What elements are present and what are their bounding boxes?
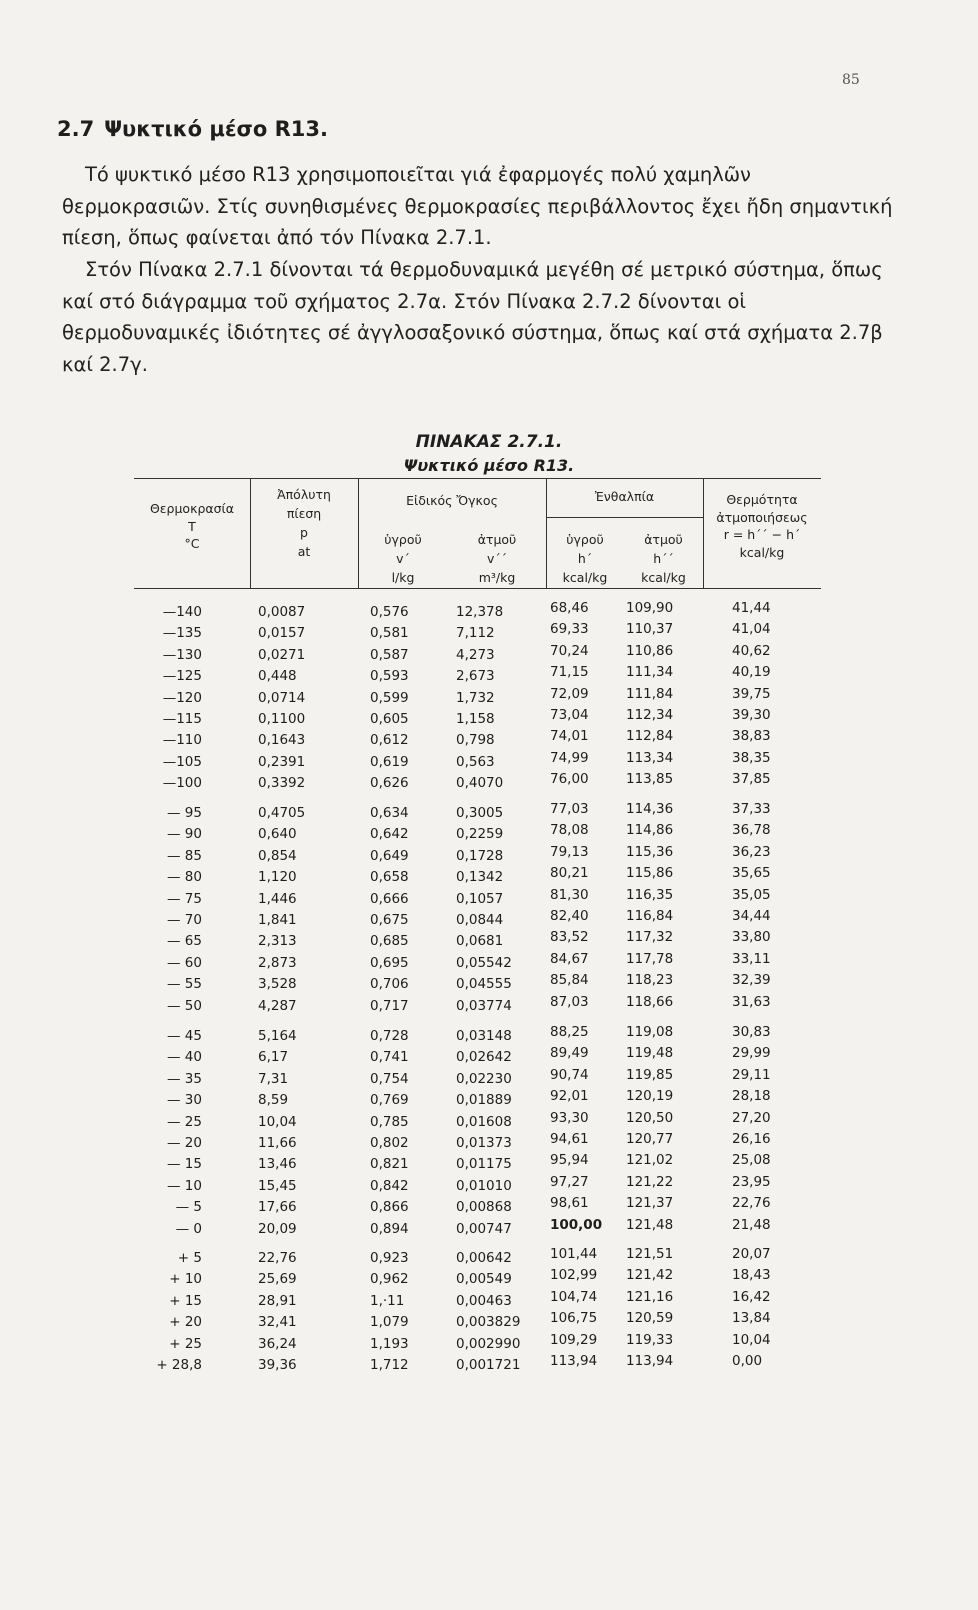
vapor-volume-cell: 0,01175	[456, 1156, 512, 1173]
vapor-volume-cell: 0,00642	[456, 1250, 512, 1266]
liquid-enthalpy-cell: 80,21	[550, 865, 589, 882]
vapor-volume-cell: 0,002990	[456, 1335, 521, 1352]
vapor-volume-cell: 0,00868	[456, 1199, 512, 1216]
liquid-volume-cell: 0,842	[370, 1177, 409, 1194]
liquid-volume-cell: 0,634	[370, 805, 409, 821]
vapor-enthalpy-cell: 116,84	[626, 908, 674, 924]
vapor-enthalpy-cell: 121,37	[626, 1195, 674, 1212]
latent-heat-cell: 31,63	[732, 993, 771, 1010]
latent-heat-cell: 37,33	[732, 801, 771, 817]
liquid-enthalpy-cell: 89,49	[550, 1045, 589, 1062]
latent-heat-cell: 33,11	[732, 950, 771, 967]
liquid-enthalpy-cell: 93,30	[550, 1109, 589, 1126]
latent-heat-cell: 16,42	[732, 1288, 771, 1305]
vapor-enthalpy-cell: 121,48	[626, 1216, 674, 1233]
temperature-cell: + 10	[169, 1271, 202, 1288]
pressure-cell: 6,17	[258, 1049, 289, 1066]
latent-heat-cell: 23,95	[732, 1173, 771, 1190]
temperature-cell: + 20	[169, 1314, 202, 1331]
latent-heat-cell: 27,20	[732, 1109, 771, 1126]
pressure-cell: 39,36	[258, 1357, 297, 1373]
liquid-volume-cell: 0,649	[370, 847, 409, 864]
liquid-volume-cell: 0,658	[370, 869, 409, 886]
pressure-cell: 0,1643	[258, 732, 306, 749]
liquid-enthalpy-cell: 88,25	[550, 1024, 589, 1040]
temperature-cell: — 40	[167, 1049, 202, 1066]
vapor-volume-cell: 0,001721	[456, 1357, 521, 1373]
pressure-cell: 20,09	[258, 1220, 297, 1237]
vapor-volume-cell: 0,1057	[456, 890, 504, 907]
temperature-cell: — 70	[167, 912, 202, 928]
temperature-cell: — 65	[167, 933, 202, 950]
temperature-cell: — 30	[167, 1092, 202, 1109]
vapor-volume-cell: 0,3005	[456, 805, 504, 821]
pressure-cell: 36,24	[258, 1335, 297, 1352]
temperature-cell: —105	[162, 753, 202, 770]
pressure-cell: 1,120	[258, 869, 297, 886]
liquid-enthalpy-cell: 71,15	[550, 664, 589, 681]
vapor-enthalpy-cell: 119,48	[626, 1045, 674, 1062]
liquid-volume-cell: 0,605	[370, 711, 409, 727]
vapor-volume-cell: 0,4070	[456, 775, 504, 792]
latent-heat-cell: 26,16	[732, 1131, 771, 1147]
temperature-cell: + 25	[169, 1335, 202, 1352]
pressure-cell: 1,446	[258, 890, 297, 907]
pressure-cell: 22,76	[258, 1250, 297, 1266]
pressure-cell: 17,66	[258, 1199, 297, 1216]
latent-heat-cell: 37,85	[732, 771, 771, 788]
liquid-enthalpy-cell: 76,00	[550, 771, 589, 788]
latent-heat-cell: 20,07	[732, 1246, 771, 1262]
vapor-enthalpy-cell: 113,34	[626, 749, 674, 766]
latent-heat-cell: 30,83	[732, 1024, 771, 1040]
liquid-enthalpy-cell: 109,29	[550, 1331, 598, 1348]
vapor-volume-cell: 0,563	[456, 753, 495, 770]
liquid-volume-cell: 1,712	[370, 1357, 409, 1373]
liquid-enthalpy-cell: 72,09	[550, 685, 589, 702]
temperature-cell: + 28,8	[156, 1357, 202, 1373]
vapor-volume-cell: 0,04555	[456, 976, 512, 993]
pressure-cell: 2,313	[258, 933, 297, 950]
temperature-cell: —110	[162, 732, 202, 749]
temperature-cell: — 90	[167, 826, 202, 843]
liquid-volume-cell: 0,642	[370, 826, 409, 843]
section-number: 2.7	[57, 117, 95, 141]
liquid-enthalpy-cell: 90,74	[550, 1066, 589, 1083]
latent-heat-cell: 35,05	[732, 886, 771, 903]
header-pressure: Ἀπόλυτη πίεση p at	[277, 487, 331, 559]
vapor-enthalpy-cell: 111,84	[626, 685, 674, 702]
pressure-cell: 0,1100	[258, 711, 306, 727]
temperature-cell: —100	[162, 775, 202, 792]
pressure-cell: 0,854	[258, 847, 297, 864]
liquid-enthalpy-cell: 100,00	[550, 1216, 603, 1233]
vapor-enthalpy-cell: 121,51	[626, 1246, 674, 1262]
liquid-enthalpy-cell: 82,40	[550, 908, 589, 924]
liquid-volume-cell: 0,717	[370, 997, 409, 1014]
liquid-enthalpy-cell: 101,44	[550, 1246, 598, 1262]
page-number: 85	[842, 72, 860, 88]
section-heading	[57, 117, 328, 141]
liquid-enthalpy-cell: 69,33	[550, 621, 589, 638]
latent-heat-cell: 22,76	[732, 1195, 771, 1212]
vapor-enthalpy-cell: 115,86	[626, 865, 674, 882]
liquid-enthalpy-cell: 85,84	[550, 972, 589, 989]
header-enthalpy-vapor: ἀτμοῦ h΄΄ kcal/kg	[641, 532, 686, 585]
liquid-volume-cell: 0,894	[370, 1220, 409, 1237]
temperature-cell: + 5	[177, 1250, 202, 1266]
table-header-bottom	[134, 588, 821, 589]
vapor-volume-cell: 0,003829	[456, 1314, 521, 1331]
temperature-cell: — 95	[167, 805, 202, 821]
vapor-enthalpy-cell: 111,34	[626, 664, 674, 681]
temperature-cell: — 55	[167, 976, 202, 993]
vapor-volume-cell: 4,273	[456, 646, 495, 663]
pressure-cell: 8,59	[258, 1092, 289, 1109]
pressure-cell: 0,2391	[258, 753, 306, 770]
liquid-volume-cell: 0,675	[370, 912, 409, 928]
liquid-volume-cell: 0,576	[370, 604, 409, 620]
vapor-enthalpy-cell: 120,77	[626, 1131, 674, 1147]
vapor-enthalpy-cell: 120,19	[626, 1088, 674, 1105]
latent-heat-cell: 40,19	[732, 664, 771, 681]
liquid-volume-cell: 0,685	[370, 933, 409, 950]
liquid-enthalpy-cell: 106,75	[550, 1310, 598, 1327]
liquid-volume-cell: 0,626	[370, 775, 409, 792]
liquid-enthalpy-cell: 113,94	[550, 1353, 598, 1369]
liquid-enthalpy-cell: 98,61	[550, 1195, 589, 1212]
latent-heat-cell: 32,39	[732, 972, 771, 989]
temperature-cell: — 45	[167, 1028, 202, 1044]
vapor-enthalpy-cell: 116,35	[626, 886, 674, 903]
paragraph-2: Στόν Πίνακα 2.7.1 δίνονται τά θερμοδυναμικά μεγέθη σέ μετρικό σύστημα, ὅπως καί στό διάγραμμα τοῦ σχήματος 2.7α. Στόν Πίνακα 2.7.2 δίνονται οἱ θερμοδυναμικές ἰδιότητες σέ ἀγγλοσαξονικό σύστημα, ὅπως καί στά σχήματα 2.7β καί 2.7γ.	[62, 258, 883, 377]
temperature-cell: —130	[162, 646, 202, 663]
vapor-enthalpy-cell: 112,34	[626, 707, 674, 723]
liquid-enthalpy-cell: 70,24	[550, 642, 589, 659]
vapor-enthalpy-cell: 114,36	[626, 801, 674, 817]
vapor-volume-cell: 0,02230	[456, 1070, 512, 1087]
liquid-volume-cell: 0,706	[370, 976, 409, 993]
liquid-enthalpy-cell: 81,30	[550, 886, 589, 903]
liquid-enthalpy-cell: 79,13	[550, 843, 589, 860]
pressure-cell: 3,528	[258, 976, 297, 993]
temperature-cell: — 35	[167, 1070, 202, 1087]
vapor-enthalpy-cell: 110,86	[626, 642, 674, 659]
vapor-enthalpy-cell: 109,90	[626, 600, 674, 616]
latent-heat-cell: 10,04	[732, 1331, 771, 1348]
header-enthalpy-liquid: ὑγροῦ h΄ kcal/kg	[562, 532, 608, 585]
liquid-volume-cell: 0,741	[370, 1049, 409, 1066]
liquid-volume-cell: 0,593	[370, 668, 409, 685]
latent-heat-cell: 21,48	[732, 1216, 771, 1233]
pressure-cell: 4,287	[258, 997, 297, 1014]
table-subtitle: Ψυκτικό μέσο R13.	[403, 456, 575, 475]
pressure-cell: 11,66	[258, 1135, 297, 1151]
pressure-cell: 7,31	[258, 1070, 289, 1087]
header-temperature: Θερμοκρασία T °C	[149, 501, 235, 551]
enthalpy-subdivider	[546, 517, 703, 518]
vapor-volume-cell: 1,732	[456, 689, 495, 706]
section-title: Ψυκτικό μέσο R13.	[104, 117, 328, 141]
vapor-enthalpy-cell: 118,66	[626, 993, 674, 1010]
vapor-volume-cell: 0,01608	[456, 1113, 512, 1130]
vapor-enthalpy-cell: 117,78	[626, 950, 674, 967]
vapor-enthalpy-cell: 121,22	[626, 1173, 674, 1190]
vapor-volume-cell: 0,0681	[456, 933, 504, 950]
latent-heat-cell: 13,84	[732, 1310, 771, 1327]
pressure-cell: 0,448	[258, 668, 297, 685]
latent-heat-cell: 41,44	[732, 600, 771, 616]
vapor-volume-cell: 0,798	[456, 732, 495, 749]
vapor-volume-cell: 1,158	[456, 711, 495, 727]
liquid-enthalpy-cell: 84,67	[550, 950, 589, 967]
vapor-enthalpy-cell: 117,32	[626, 929, 674, 946]
liquid-enthalpy-cell: 104,74	[550, 1288, 598, 1305]
liquid-volume-cell: 0,587	[370, 646, 409, 663]
latent-heat-cell: 29,11	[732, 1066, 771, 1083]
liquid-volume-cell: 0,754	[370, 1070, 409, 1087]
vapor-enthalpy-cell: 112,84	[626, 728, 674, 745]
temperature-cell: — 25	[167, 1113, 202, 1130]
temperature-cell: — 50	[167, 997, 202, 1014]
vapor-enthalpy-cell: 120,50	[626, 1109, 674, 1126]
liquid-volume-cell: 0,695	[370, 954, 409, 971]
pressure-cell: 1,841	[258, 912, 297, 928]
temperature-cell: —125	[162, 668, 202, 685]
vapor-enthalpy-cell: 121,16	[626, 1288, 674, 1305]
temperature-cell: — 20	[167, 1135, 202, 1151]
liquid-enthalpy-cell: 68,46	[550, 600, 589, 616]
liquid-enthalpy-cell: 94,61	[550, 1131, 589, 1147]
vapor-enthalpy-cell: 118,23	[626, 972, 674, 989]
table-top-border	[134, 478, 821, 479]
vapor-enthalpy-cell: 121,42	[626, 1267, 674, 1284]
vapor-enthalpy-cell: 119,85	[626, 1066, 674, 1083]
pressure-cell: 2,873	[258, 954, 297, 971]
latent-heat-cell: 39,75	[732, 685, 771, 702]
pressure-cell: 13,46	[258, 1156, 297, 1173]
liquid-enthalpy-cell: 77,03	[550, 801, 589, 817]
vapor-enthalpy-cell: 121,02	[626, 1152, 674, 1169]
latent-heat-cell: 28,18	[732, 1088, 771, 1105]
temperature-cell: —140	[162, 604, 202, 620]
pressure-cell: 0,3392	[258, 775, 306, 792]
latent-heat-cell: 38,83	[732, 728, 771, 745]
temperature-cell: — 5	[175, 1199, 202, 1216]
vapor-volume-cell: 0,00549	[456, 1271, 512, 1288]
liquid-volume-cell: 0,599	[370, 689, 409, 706]
pressure-cell: 28,91	[258, 1292, 297, 1309]
pressure-cell: 0,0714	[258, 689, 306, 706]
pressure-cell: 15,45	[258, 1177, 297, 1194]
vapor-enthalpy-cell: 120,59	[626, 1310, 674, 1327]
latent-heat-cell: 39,30	[732, 707, 771, 723]
vapor-volume-cell: 0,1342	[456, 869, 504, 886]
table-title: ΠΙΝΑΚΑΣ 2.7.1.	[415, 432, 563, 452]
liquid-volume-cell: 0,802	[370, 1135, 409, 1151]
liquid-volume-cell: 0,962	[370, 1271, 409, 1288]
latent-heat-cell: 29,99	[732, 1045, 771, 1062]
vapor-enthalpy-cell: 114,86	[626, 822, 674, 839]
latent-heat-cell: 18,43	[732, 1267, 771, 1284]
liquid-enthalpy-cell: 78,08	[550, 822, 589, 839]
vapor-enthalpy-cell: 115,36	[626, 843, 674, 860]
pressure-cell: 0,640	[258, 826, 297, 843]
vapor-enthalpy-cell: 110,37	[626, 621, 674, 638]
header-volume: Εἰδικός Ὄγκος	[406, 493, 498, 508]
liquid-enthalpy-cell: 92,01	[550, 1088, 589, 1105]
paragraph-1: Τό ψυκτικό μέσο R13 χρησιμοποιεῖται γιά ἐφαρμογές πολύ χαμηλῶν θερμοκρασιῶν. Στίς συνηθισμένες θερμοκρασίες περιβάλλοντος ἔχει ἤδη σημαντική πίεση, ὅπως φαίνεται ἀπό τόν Πίνακα 2.7.1.	[62, 163, 893, 250]
liquid-volume-cell: 0,821	[370, 1156, 409, 1173]
vapor-volume-cell: 0,1728	[456, 847, 504, 864]
liquid-volume-cell: 0,866	[370, 1199, 409, 1216]
temperature-cell: — 10	[167, 1177, 202, 1194]
latent-heat-cell: 36,78	[732, 822, 771, 839]
temperature-cell: — 85	[167, 847, 202, 864]
liquid-enthalpy-cell: 73,04	[550, 707, 589, 723]
vapor-volume-cell: 0,02642	[456, 1049, 512, 1066]
vapor-volume-cell: 12,378	[456, 604, 504, 620]
liquid-volume-cell: 0,785	[370, 1113, 409, 1130]
pressure-cell: 0,0087	[258, 604, 306, 620]
header-volume-liquid: ὑγροῦ v΄ l/kg	[384, 532, 422, 585]
vapor-volume-cell: 0,01373	[456, 1135, 512, 1151]
liquid-volume-cell: 1,079	[370, 1314, 409, 1331]
pressure-cell: 0,4705	[258, 805, 306, 821]
liquid-enthalpy-cell: 97,27	[550, 1173, 589, 1190]
vapor-enthalpy-cell: 119,08	[626, 1024, 674, 1040]
vapor-volume-cell: 0,2259	[456, 826, 504, 843]
latent-heat-cell: 36,23	[732, 843, 771, 860]
pressure-cell: 32,41	[258, 1314, 297, 1331]
pressure-cell: 0,0271	[258, 646, 306, 663]
temperature-cell: —115	[162, 711, 202, 727]
liquid-volume-cell: 0,923	[370, 1250, 409, 1266]
latent-heat-cell: 35,65	[732, 865, 771, 882]
vapor-volume-cell: 0,03774	[456, 997, 512, 1014]
pressure-cell: 10,04	[258, 1113, 297, 1130]
vapor-volume-cell: 0,01889	[456, 1092, 512, 1109]
pressure-cell: 5,164	[258, 1028, 297, 1044]
temperature-cell: — 0	[175, 1220, 202, 1237]
vapor-volume-cell: 0,05542	[456, 954, 512, 971]
vapor-volume-cell: 7,112	[456, 625, 495, 642]
liquid-enthalpy-cell: 87,03	[550, 993, 589, 1010]
latent-heat-cell: 25,08	[732, 1152, 771, 1169]
liquid-volume-cell: 0,666	[370, 890, 409, 907]
vapor-volume-cell: 0,00747	[456, 1220, 512, 1237]
liquid-enthalpy-cell: 74,99	[550, 749, 589, 766]
vapor-enthalpy-cell: 113,94	[626, 1353, 674, 1369]
temperature-cell: —120	[162, 689, 202, 706]
liquid-volume-cell: 0,619	[370, 753, 409, 770]
property-table	[134, 478, 821, 1610]
vapor-enthalpy-cell: 119,33	[626, 1331, 674, 1348]
vapor-volume-cell: 0,03148	[456, 1028, 512, 1044]
liquid-volume-cell: 1,·11	[370, 1292, 405, 1309]
temperature-cell: + 15	[169, 1292, 202, 1309]
liquid-volume-cell: 0,728	[370, 1028, 409, 1044]
header-enthalpy: Ἐνθαλπία	[594, 489, 655, 504]
liquid-volume-cell: 0,612	[370, 732, 409, 749]
latent-heat-cell: 38,35	[732, 749, 771, 766]
vapor-volume-cell: 0,00463	[456, 1292, 512, 1309]
latent-heat-cell: 0,00	[732, 1353, 763, 1369]
liquid-volume-cell: 1,193	[370, 1335, 409, 1352]
latent-heat-cell: 34,44	[732, 908, 771, 924]
vapor-enthalpy-cell: 113,85	[626, 771, 674, 788]
vapor-volume-cell: 0,01010	[456, 1177, 512, 1194]
liquid-enthalpy-cell: 83,52	[550, 929, 589, 946]
liquid-volume-cell: 0,581	[370, 625, 409, 642]
pressure-cell: 0,0157	[258, 625, 306, 642]
header-volume-vapor: ἀτμοῦ v΄΄ m³/kg	[477, 532, 517, 585]
temperature-cell: —135	[162, 625, 202, 642]
temperature-cell: — 75	[167, 890, 202, 907]
vapor-volume-cell: 2,673	[456, 668, 495, 685]
latent-heat-cell: 40,62	[732, 642, 771, 659]
liquid-enthalpy-cell: 74,01	[550, 728, 589, 745]
temperature-cell: — 80	[167, 869, 202, 886]
pressure-cell: 25,69	[258, 1271, 297, 1288]
temperature-cell: — 15	[167, 1156, 202, 1173]
temperature-cell: — 60	[167, 954, 202, 971]
vapor-volume-cell: 0,0844	[456, 912, 504, 928]
liquid-volume-cell: 0,769	[370, 1092, 409, 1109]
liquid-enthalpy-cell: 102,99	[550, 1267, 598, 1284]
latent-heat-cell: 33,80	[732, 929, 771, 946]
latent-heat-cell: 41,04	[732, 621, 771, 638]
header-heat: Θερμότητα ἀτμοποιήσεως r = h΄΄ − h΄ kcal/kg	[716, 492, 808, 560]
liquid-enthalpy-cell: 95,94	[550, 1152, 589, 1169]
